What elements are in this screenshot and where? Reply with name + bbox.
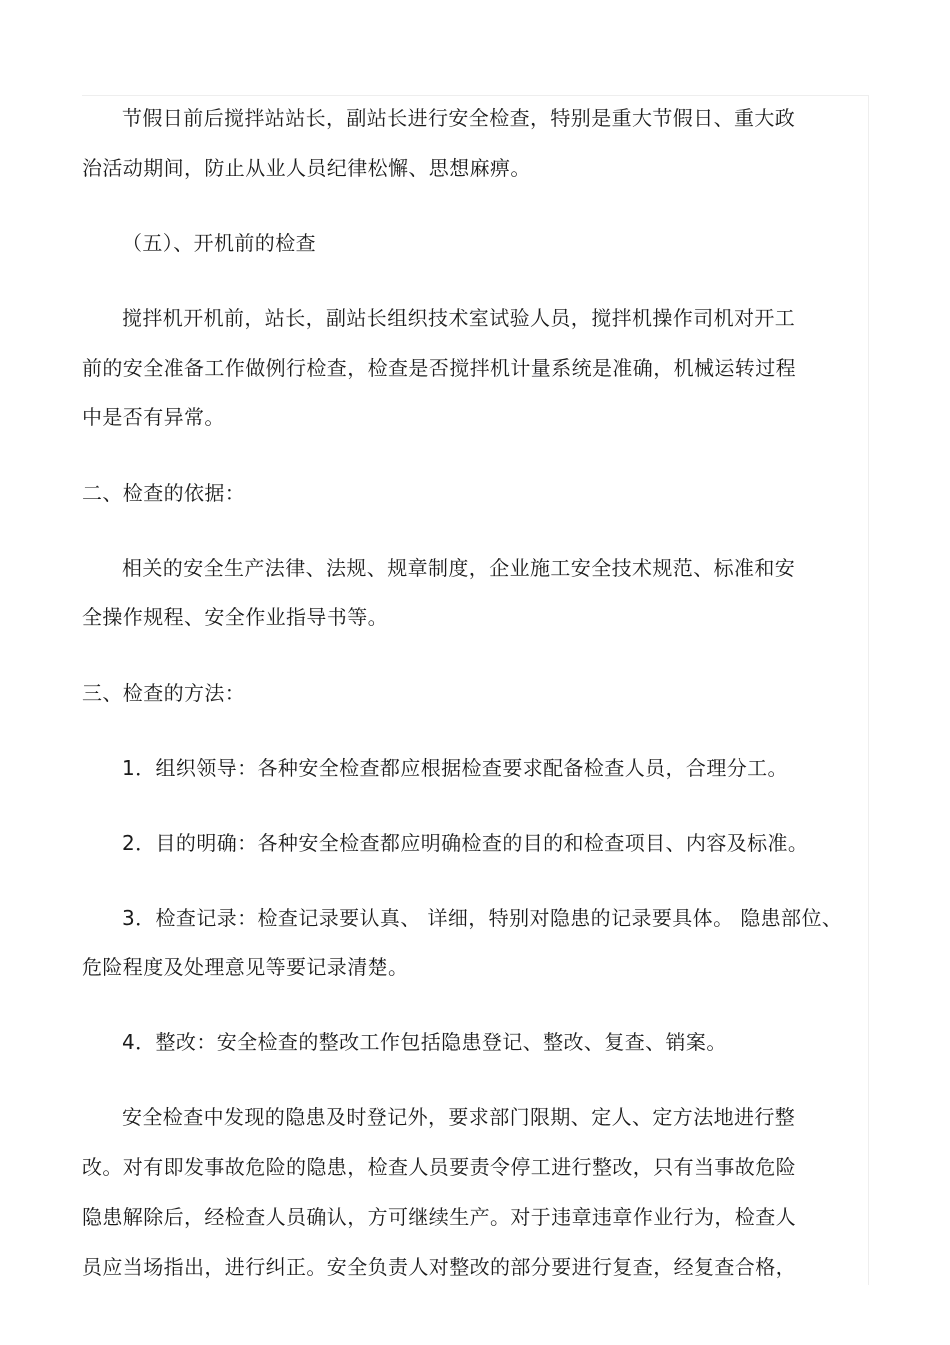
page-border-top bbox=[82, 95, 868, 96]
section-heading: 二、检查的依据： bbox=[82, 481, 246, 505]
paragraph-line: 员应当场指出，进行纠正。安全负责人对整改的部分要进行复查，经复查合格， bbox=[82, 1255, 796, 1279]
list-item: 3．检查记录：检查记录要认真、 详细，特别对隐患的记录要具体。 隐患部位、 bbox=[122, 906, 843, 930]
paragraph-line: 隐患解除后，经检查人员确认，方可继续生产。对于违章违章作业行为，检查人 bbox=[82, 1205, 796, 1229]
list-item: 2．目的明确：各种安全检查都应明确检查的目的和检查项目、内容及标准。 bbox=[122, 831, 809, 855]
paragraph-line: 搅拌机开机前，站长，副站长组织技术室试验人员，搅拌机操作司机对开工 bbox=[122, 306, 796, 330]
paragraph-line: 改。对有即发事故危险的隐患，检查人员要责令停工进行整改，只有当事故危险 bbox=[82, 1155, 796, 1179]
section-heading: 三、检查的方法： bbox=[82, 681, 246, 705]
paragraph-line: 治活动期间，防止从业人员纪律松懈、思想麻痹。 bbox=[82, 156, 531, 180]
paragraph-line: 节假日前后搅拌站站长，副站长进行安全检查，特别是重大节假日、重大政 bbox=[122, 106, 796, 130]
paragraph-line: 前的安全准备工作做例行检查，检查是否搅拌机计量系统是准确，机械运转过程 bbox=[82, 356, 796, 380]
list-item: 1．组织领导：各种安全检查都应根据检查要求配备检查人员，合理分工。 bbox=[122, 756, 788, 780]
page-border-right bbox=[868, 95, 869, 1285]
paragraph-line: 全操作规程、安全作业指导书等。 bbox=[82, 605, 388, 629]
paragraph-line: 中是否有异常。 bbox=[82, 405, 225, 429]
paragraph-line: 危险程度及处理意见等要记录清楚。 bbox=[82, 955, 409, 979]
list-item: 4．整改：安全检查的整改工作包括隐患登记、整改、复查、销案。 bbox=[122, 1030, 727, 1054]
section-heading: （五）、开机前的检查 bbox=[122, 231, 316, 255]
paragraph-line: 安全检查中发现的隐患及时登记外，要求部门限期、定人、定方法地进行整 bbox=[122, 1105, 796, 1129]
paragraph-line: 相关的安全生产法律、法规、规章制度，企业施工安全技术规范、标准和安 bbox=[122, 556, 796, 580]
